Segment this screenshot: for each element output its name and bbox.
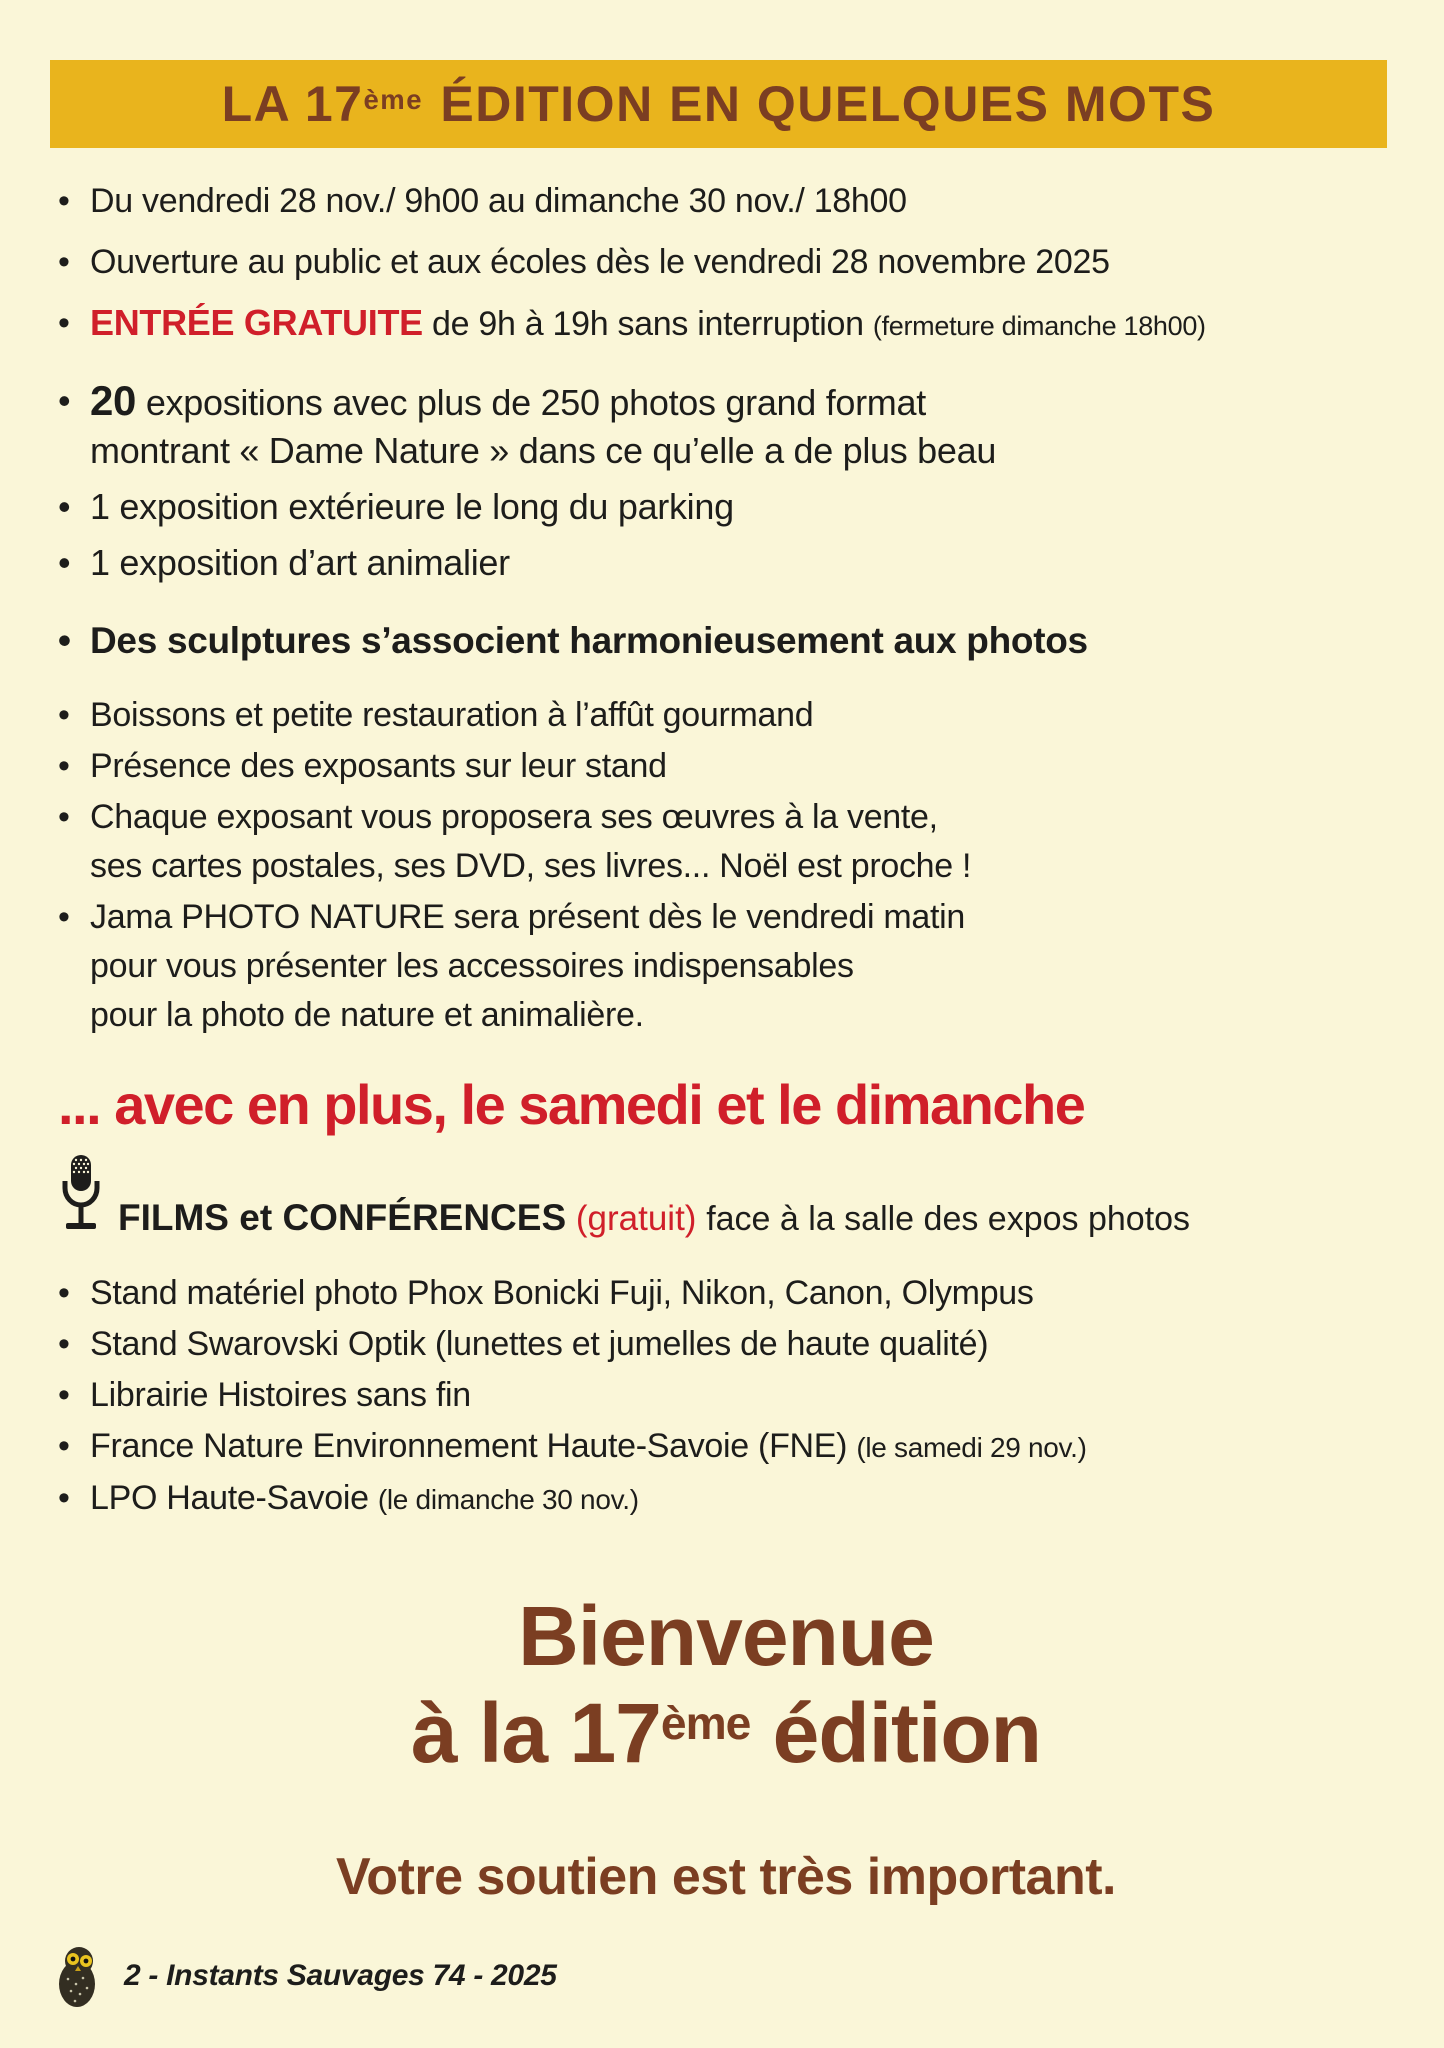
welcome-line2 (58, 1685, 1394, 1795)
expositions-section (58, 377, 1394, 587)
welcome-line2-start: à la 17 (411, 1686, 661, 1780)
list-item (58, 1474, 1394, 1524)
list-item (58, 178, 1394, 224)
list-item-text (90, 893, 1394, 1040)
free-entry-hours: de 9h à 19h sans interruption (422, 305, 873, 343)
list-item (58, 300, 1394, 349)
list-item-line3: pour la photo de nature et animalière. (90, 996, 644, 1034)
dates-section (58, 178, 1394, 349)
list-item-text: Librairie Histoires sans fin (90, 1376, 471, 1414)
list-item-text (90, 377, 1394, 475)
bullet-marker: • (58, 1325, 70, 1363)
banner-title-sup: ème (363, 83, 423, 115)
bullet-marker: • (58, 1479, 70, 1517)
list-item-text: Des sculptures s’associent harmonieusement aux photos (90, 620, 1088, 661)
expo-count-rest: expositions avec plus de 250 photos grand format (136, 382, 926, 423)
services-section (58, 691, 1394, 1040)
films-location: face à la salle des expos photos (706, 1200, 1191, 1238)
welcome-line1: Bienvenue (518, 1589, 934, 1683)
bullet-marker: • (58, 696, 70, 734)
list-item (58, 793, 1394, 891)
films-conferences-row (58, 1153, 1394, 1245)
list-item (58, 1269, 1394, 1318)
support-message: Votre soutien est très important. (335, 1848, 1116, 1906)
lpo-day-note: (le dimanche 30 nov.) (377, 1484, 639, 1515)
bullet-marker: • (58, 898, 70, 936)
films-conferences-text (118, 1196, 1190, 1245)
bullet-marker: • (58, 747, 70, 785)
free-entry-label: ENTRÉE GRATUITE (90, 302, 423, 343)
weekend-extras-heading: ... avec en plus, le samedi et le dimanche (58, 1073, 1085, 1136)
list-item-text (90, 1422, 1394, 1472)
stands-section (58, 1269, 1394, 1524)
films-free-label: (gratuit) (566, 1199, 707, 1238)
bullet-marker: • (58, 486, 71, 527)
list-item-line1: Chaque exposant vous proposera ses œuvres à la vente, (90, 798, 938, 836)
section-header-banner (50, 60, 1387, 148)
bullet-marker: • (58, 542, 71, 583)
list-item-line2: montrant « Dame Nature » dans ce qu’elle a de plus beau (90, 430, 997, 471)
bullet-marker: • (58, 243, 70, 281)
bullet-marker: • (58, 380, 71, 421)
page-content (0, 178, 1444, 1907)
lpo-label: LPO Haute-Savoie (90, 1479, 378, 1517)
list-item (58, 1371, 1394, 1420)
list-item-text: 1 exposition d’art animalier (90, 542, 510, 583)
list-item-text (90, 1474, 1394, 1524)
banner-title (222, 75, 1216, 133)
list-item-line1: Jama PHOTO NATURE sera présent dès le vendredi matin (90, 898, 966, 936)
sculptures-section (58, 617, 1394, 665)
fne-day-note: (le samedi 29 nov.) (856, 1432, 1087, 1463)
list-item-text (90, 793, 1394, 891)
welcome-line2-sup: ème (660, 1696, 751, 1749)
list-item-line2: pour vous présenter les accessoires indispensables (90, 947, 854, 985)
bullet-marker: • (58, 182, 70, 220)
banner-title-start: LA 17 (221, 76, 364, 132)
page-footer (52, 1944, 557, 2008)
bullet-marker: • (58, 798, 70, 836)
expo-count: 20 (90, 377, 137, 424)
welcome-heading (58, 1588, 1394, 1795)
list-item-text: Du vendredi 28 nov./ 9h00 au dimanche 30 nov./ 18h00 (90, 182, 907, 220)
bullet-marker: • (58, 1376, 70, 1414)
list-item (58, 539, 1394, 587)
list-item-text: Stand matériel photo Phox Bonicki Fuji, Nikon, Canon, Olympus (90, 1274, 1034, 1312)
list-item (58, 617, 1394, 665)
welcome-line2-end: édition (750, 1686, 1041, 1780)
list-item-text: 1 exposition extérieure le long du parking (90, 486, 734, 527)
bullet-marker: • (58, 304, 70, 342)
list-item (58, 742, 1394, 791)
list-item (58, 377, 1394, 475)
fne-label: France Nature Environnement Haute-Savoie (FNE) (90, 1427, 857, 1465)
bullet-marker: • (58, 1427, 70, 1465)
list-item-text: Présence des exposants sur leur stand (90, 747, 667, 785)
films-label: FILMS et CONFÉRENCES (118, 1197, 567, 1238)
list-item (58, 1422, 1394, 1472)
owl-logo (52, 1944, 104, 2008)
list-item-text: Ouverture au public et aux écoles dès le vendredi 28 novembre 2025 (90, 243, 1110, 281)
microphone-icon (58, 1153, 104, 1245)
banner-title-end: ÉDITION EN QUELQUES MOTS (425, 76, 1216, 132)
list-item (58, 691, 1394, 740)
list-item (58, 239, 1394, 285)
bullet-marker: • (58, 620, 71, 661)
closing-note: (fermeture dimanche 18h00) (872, 311, 1206, 341)
list-item (58, 483, 1394, 531)
list-item (58, 1320, 1394, 1369)
footer-page-label: 2 - Instants Sauvages 74 - 2025 (124, 1959, 557, 1992)
list-item-line2: ses cartes postales, ses DVD, ses livres... Noël est proche ! (90, 847, 972, 885)
list-item (58, 893, 1394, 1040)
list-item-text (90, 300, 1394, 349)
bullet-marker: • (58, 1274, 70, 1312)
list-item-text: Boissons et petite restauration à l’affût gourmand (90, 696, 814, 734)
list-item-text: Stand Swarovski Optik (lunettes et jumelles de haute qualité) (90, 1325, 989, 1363)
